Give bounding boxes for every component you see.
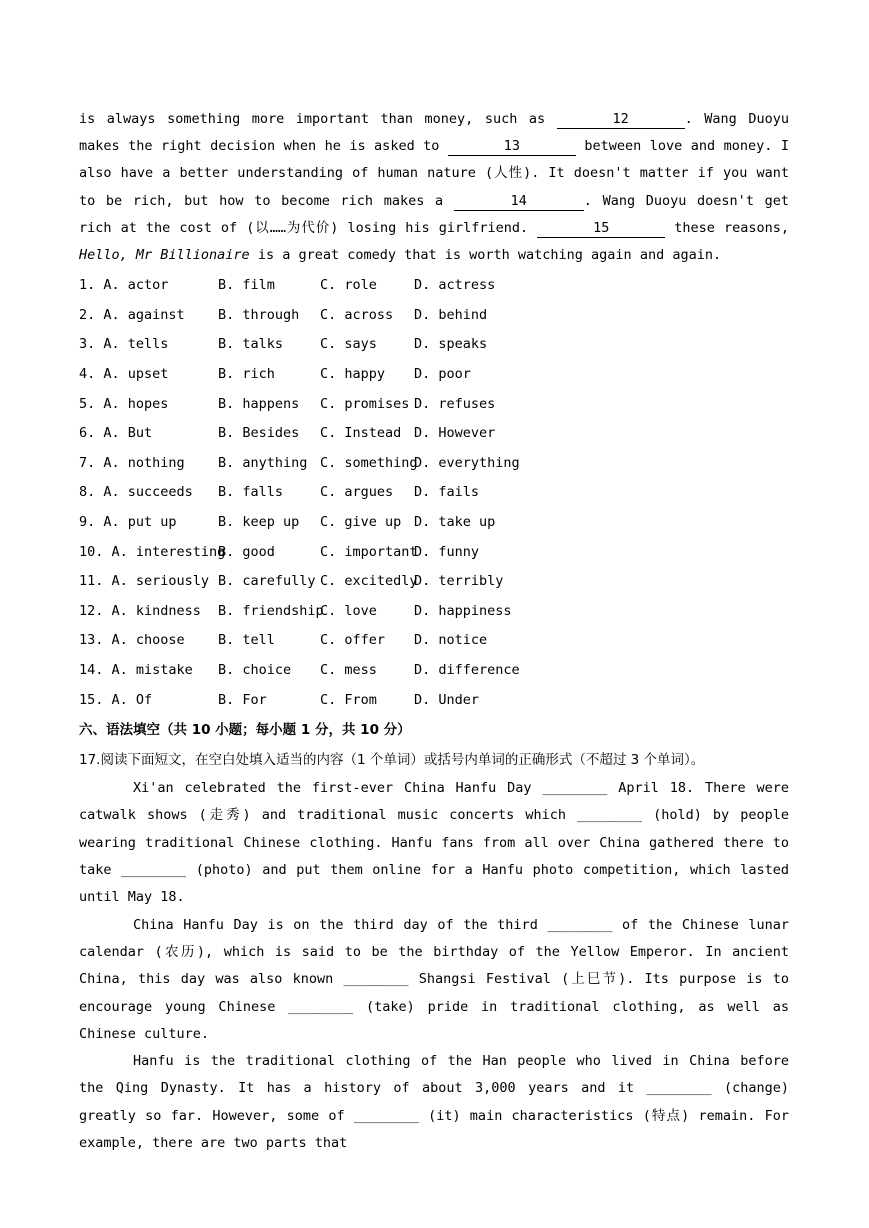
option-d: D. funny [414,543,480,560]
passage-text: between love and money. I also have a better understanding of human nature (人性). It doesn't matter if you want to be rich, but how to become rich makes a [79,138,789,209]
answer-options [79,271,789,715]
section-instruction: 17.阅读下面短文，在空白处填入适当的内容（1 个单词）或括号内单词的正确形式（不超过 3 个单词）。 [79,752,705,769]
option-b: B. through [218,306,300,323]
passage-text: . Wang Duoyu doesn't get rich at the cost of (以……为代价) losing his girlfriend. [79,192,789,236]
option-row [79,626,789,656]
blank-15: 15 [537,219,665,238]
option-b: B. keep up [218,513,300,530]
option-row [79,567,789,597]
option-c: C. role [320,277,377,294]
option-c: C. argues [320,484,394,501]
option-a: 13. A. choose [79,632,185,649]
option-a: 2. A. against [79,306,185,323]
option-a: 6. A. But [79,425,153,442]
option-b: B. For [218,691,267,708]
option-d: D. happiness [414,602,512,619]
option-b: B. good [218,543,275,560]
option-a: 14. A. mistake [79,661,193,678]
grammar-paragraph-1: Xi'an celebrated the first-ever China Hanfu Day ________ April 18. There were catwalk shows (走秀) and traditional music concerts which ________ (hold) by people wearing traditional Chinese clothing. Hanfu fans from all over China gathered there to take ________ (photo) and put them online for a Hanfu photo competition, which lasted until May 18. [79,780,789,906]
option-c: C. mess [320,661,377,678]
option-row [79,686,789,716]
option-b: B. film [218,277,275,294]
option-row [79,301,789,331]
option-c: C. something [320,454,418,471]
option-a: 7. A. nothing [79,454,185,471]
option-c: C. says [320,336,377,353]
option-a: 5. A. hopes [79,395,169,412]
option-row [79,449,789,479]
option-c: C. offer [320,632,386,649]
option-c: C. excitedly [320,573,418,590]
passage-text: is a great comedy that is worth watching again and again. [249,247,722,264]
option-d: D. poor [414,366,471,382]
option-d: D. refuses [414,395,496,412]
option-d: D. However [414,425,496,442]
option-a: 11. A. seriously [79,573,210,590]
option-b: B. falls [218,484,284,501]
option-d: D. behind [414,306,488,323]
option-d: D. actress [414,277,496,294]
option-c: C. Instead [320,425,402,442]
document-page [79,106,789,1157]
blank-14: 14 [454,192,584,211]
option-c: C. happy [320,366,386,382]
option-c: C. love [320,602,377,619]
option-d: D. speaks [414,336,488,353]
option-b: B. choice [218,661,292,678]
option-row [79,478,789,508]
option-row [79,330,789,360]
option-c: C. across [320,306,394,323]
option-d: D. fails [414,484,480,501]
option-b: B. anything [218,454,308,471]
blank-13: 13 [448,137,576,156]
option-d: D. Under [414,691,480,708]
option-d: D. take up [414,513,496,530]
grammar-paragraph-3: Hanfu is the traditional clothing of the Han people who lived in China before the Qing Dynasty. It has a history of about 3,000 years and it ________ (change) greatly so far. However, some of ________ (it) main characteristics (特点) remain. For example, there are two parts that [79,1053,789,1151]
option-a: 12. A. kindness [79,602,201,619]
section-title: 六、语法填空（共 10 小题；每小题 1 分，共 10 分） [79,722,411,739]
passage-text: is always something more important than money, such as [79,111,557,127]
option-row [79,508,789,538]
option-b: B. carefully [218,573,316,590]
option-a: 4. A. upset [79,366,169,382]
option-row [79,597,789,627]
option-row [79,390,789,420]
option-a: 10. A. interesting [79,543,226,560]
passage-text: these reasons, [665,219,789,236]
option-b: B. happens [218,395,300,412]
option-row [79,656,789,686]
option-b: B. tell [218,632,275,649]
movie-title: Hello, Mr Billionaire [79,247,250,264]
option-b: B. rich [218,366,275,382]
option-b: B. Besides [218,425,300,442]
option-a: 9. A. put up [79,513,177,530]
option-c: C. give up [320,513,402,530]
passage-continuation [79,106,789,269]
option-c: C. From [320,691,377,708]
option-a: 8. A. succeeds [79,484,193,501]
option-d: D. terribly [414,573,504,590]
option-a: 15. A. Of [79,691,153,708]
option-d: D. difference [414,661,520,678]
option-b: B. friendship [218,602,324,619]
option-row [79,538,789,568]
option-a: 3. A. tells [79,336,169,353]
option-c: C. important [320,543,418,560]
option-d: D. notice [414,632,488,649]
option-row [79,360,789,390]
grammar-paragraph-2: China Hanfu Day is on the third day of the third ________ of the Chinese lunar calendar (农历), which is said to be the birthday of the Yellow Emperor. In ancient China, this day was also known ________ Shangsi Festival (上巳节). Its purpose is to encourage young Chinese ________ (take) pride in traditional clothing, as well as Chinese culture. [79,916,789,1042]
option-row [79,271,789,301]
option-c: C. promises [320,395,410,412]
passage-text: . Wang Duoyu makes the right decision when he is asked to [79,111,789,155]
option-row [79,419,789,449]
option-a: 1. A. actor [79,277,169,294]
option-d: D. everything [414,454,520,471]
option-b: B. talks [218,336,284,353]
blank-12: 12 [557,110,685,129]
